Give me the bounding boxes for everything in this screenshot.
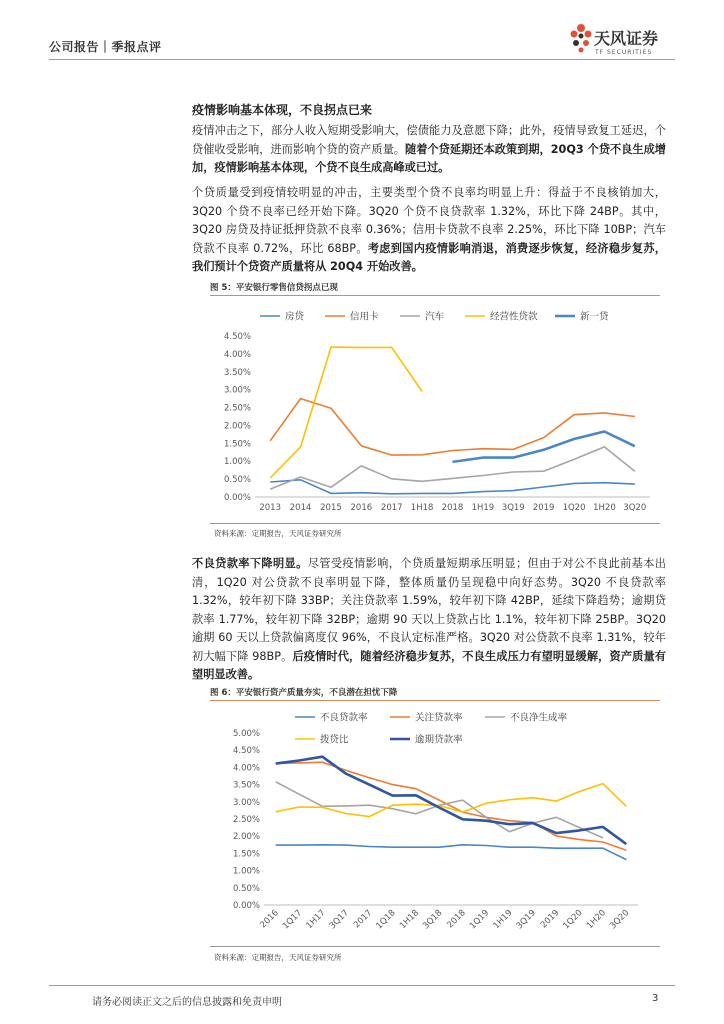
x-tick-label: 2017 [351, 908, 375, 931]
x-tick-label: 1H17 [304, 908, 328, 932]
series-line-1-3 [270, 347, 422, 478]
figure-5-bottom-rule [210, 523, 660, 524]
x-tick-label: 1H18 [397, 908, 422, 932]
x-tick-label: 1Q17 [280, 908, 305, 932]
y-tick-label: 4.50% [223, 332, 251, 342]
y-tick-label: 2.00% [232, 832, 260, 843]
y-tick-label: 1.00% [223, 457, 251, 468]
x-tick-label: 2017 [380, 503, 403, 513]
figure-5-source: 资料来源：定期报告，天风证券研究所 [214, 529, 342, 538]
x-tick-label: 3Q19 [514, 908, 538, 932]
footer-divider [49, 985, 675, 986]
x-tick-label: 1H20 [593, 503, 616, 513]
y-tick-label: 0.50% [232, 883, 260, 894]
figure-5-chart [210, 298, 660, 523]
y-tick-label: 5.00% [232, 729, 260, 739]
paragraph-2-text: 个贷质量受到疫情较明显的冲击，主要类型个贷不良率均明显上升：得益于不良核销加大，3Q20 个贷不良率已经开始下降。3Q20 个贷不良贷款率 1.32%，环比下降 24BP。其中，3Q20 房贷及持证抵押贷款不良率 0.36%；信用卡贷款不良率 2.25%，环比下降 10BP；汽车贷款不良率 0.72%，环比 68BP。 [192, 186, 666, 255]
legend-label: 不良净生成率 [510, 712, 568, 724]
series-line-2-0 [276, 845, 627, 860]
paragraph-3 [192, 555, 666, 685]
paragraph-1-text: 疫情冲击之下，部分人收入短期受影响大，偿债能力及意愿下降；此外，疫情导致复工延迟，个贷催收受影响，进而影响个贷的资产质量。 [192, 124, 666, 156]
x-tick-label: 3Q20 [623, 503, 647, 513]
x-tick-label: 2018 [441, 503, 464, 513]
legend-label: 关注贷款率 [415, 712, 463, 724]
x-tick-label: 1H20 [584, 908, 609, 932]
report-header: 公司报告｜季报点评 [49, 40, 162, 54]
figure-6-title: 图 6：平安银行资产质量夯实，不良潜在担忧下降 [210, 688, 398, 698]
y-tick-label: 1.50% [223, 439, 251, 450]
figure-6-top-rule [210, 700, 660, 701]
series-line-2-2 [276, 782, 603, 838]
legend-label: 信用卡 [350, 311, 379, 323]
legend-label: 汽车 [425, 311, 445, 323]
paragraph-1-bold: 随着个贷延期还本政策到期，20Q3 个贷不良生成增加，疫情影响基本体现，个贷不良生成高峰或已过。 [192, 142, 666, 174]
x-tick-label: 1H19 [491, 908, 515, 932]
y-tick-label: 2.50% [232, 815, 260, 825]
x-tick-label: 1Q20 [562, 503, 586, 513]
figure-6-bottom-rule [210, 946, 660, 947]
series-line-2-3 [276, 784, 627, 817]
x-tick-label: 2016 [350, 503, 373, 513]
y-tick-label: 3.50% [223, 367, 251, 378]
tf-logo [568, 22, 678, 58]
x-tick-label: 1H18 [410, 503, 434, 513]
x-tick-label: 1Q20 [561, 908, 585, 932]
legend-label: 不良贷款率 [320, 712, 368, 724]
figure-6-source: 资料来源：定期报告，天风证券研究所 [214, 953, 342, 962]
x-tick-label: 2013 [259, 503, 282, 513]
x-tick-label: 1Q19 [467, 908, 492, 932]
x-tick-label: 2016 [258, 908, 281, 931]
y-tick-label: 2.50% [223, 403, 251, 414]
section-title: 疫情影响基本体现，不良拐点已来 [192, 103, 373, 117]
x-tick-label: 2019 [538, 908, 562, 931]
legend-label: 房贷 [285, 311, 305, 323]
y-tick-label: 2.00% [223, 421, 251, 432]
x-tick-label: 2014 [289, 503, 312, 513]
legend-label: 拨贷比 [320, 734, 349, 746]
x-tick-label: 3Q19 [501, 503, 525, 513]
paragraph-3-text: 尽管受疫情影响，个贷质量短期承压明显；但由于对公不良此前基本出清，1Q20 对公贷款不良率明显下降，整体质量仍呈现稳中向好态势。3Q20 不良贷款率 1.32%，较年初下降 33BP；关注贷款率 1.59%，较年初下降 42BP，延续下降趋势；逾期贷款率 1.77%，较年初下降 32BP；逾期 90 天以上贷款占比 1.1%，较年初下降 25BP。3Q20 逾期 60 天以上贷款偏离度仅 96%，不良认定标准严格。3Q20 对公贷款不良率 1.31%，较年初大幅下降 98BP。 [192, 557, 666, 663]
paragraph-2 [192, 184, 666, 277]
series-line-2-4 [276, 757, 627, 844]
paragraph-3-lead: 不良贷款率下降明显。 [192, 557, 308, 570]
y-tick-label: 3.50% [232, 780, 260, 791]
series-line-1-4 [453, 432, 635, 462]
x-tick-label: 3Q18 [421, 908, 445, 932]
x-tick-label: 3Q17 [327, 908, 351, 932]
legend-label: 新一贷 [580, 311, 609, 323]
header-divider [49, 59, 675, 60]
paragraph-3-bold: 后疫情时代，随着经济稳步复苏，不良生成压力有望明显缓解，资产质量有望明显改善。 [192, 649, 666, 681]
figure-5-top-rule [210, 295, 660, 296]
figure-6-chart [210, 703, 660, 945]
y-tick-label: 1.50% [232, 849, 260, 860]
x-tick-label: 2015 [320, 503, 342, 513]
x-tick-label: 2019 [532, 503, 555, 513]
y-tick-label: 0.00% [223, 493, 251, 503]
y-tick-label: 4.00% [223, 349, 251, 360]
y-tick-label: 3.00% [223, 385, 251, 396]
paragraph-1 [192, 122, 666, 178]
y-tick-label: 0.50% [223, 475, 251, 486]
paragraph-2-bold: 考虑到国内疫情影响消退，消费逐步恢复，经济稳步复苏，我们预计个贷资产质量将从 20Q4 开始改善。 [192, 241, 666, 273]
y-tick-label: 4.00% [232, 763, 260, 774]
y-tick-label: 4.50% [232, 746, 260, 757]
legend-label: 逾期贷款率 [415, 734, 463, 746]
logo-en: TF SECURITIES [595, 49, 653, 56]
flower-logo-icon [568, 22, 594, 58]
y-tick-label: 1.00% [232, 866, 260, 877]
logo-name: 天风证券 [594, 29, 659, 48]
page-number: 3 [652, 993, 659, 1004]
y-tick-label: 0.00% [232, 901, 260, 911]
legend-label: 经营性贷款 [490, 311, 538, 323]
y-tick-label: 3.00% [232, 797, 260, 808]
series-line-1-0 [270, 480, 635, 494]
x-tick-label: 3Q20 [608, 908, 632, 932]
footer-disclaimer: 请务必阅读正文之后的信息披露和免责申明 [92, 997, 282, 1008]
figure-5-title: 图 5：平安银行零售信贷拐点已现 [210, 283, 338, 293]
x-tick-label: 1Q18 [374, 908, 398, 932]
x-tick-label: 2018 [445, 908, 468, 931]
x-tick-label: 1H19 [471, 503, 495, 513]
series-line-1-1 [270, 399, 635, 456]
